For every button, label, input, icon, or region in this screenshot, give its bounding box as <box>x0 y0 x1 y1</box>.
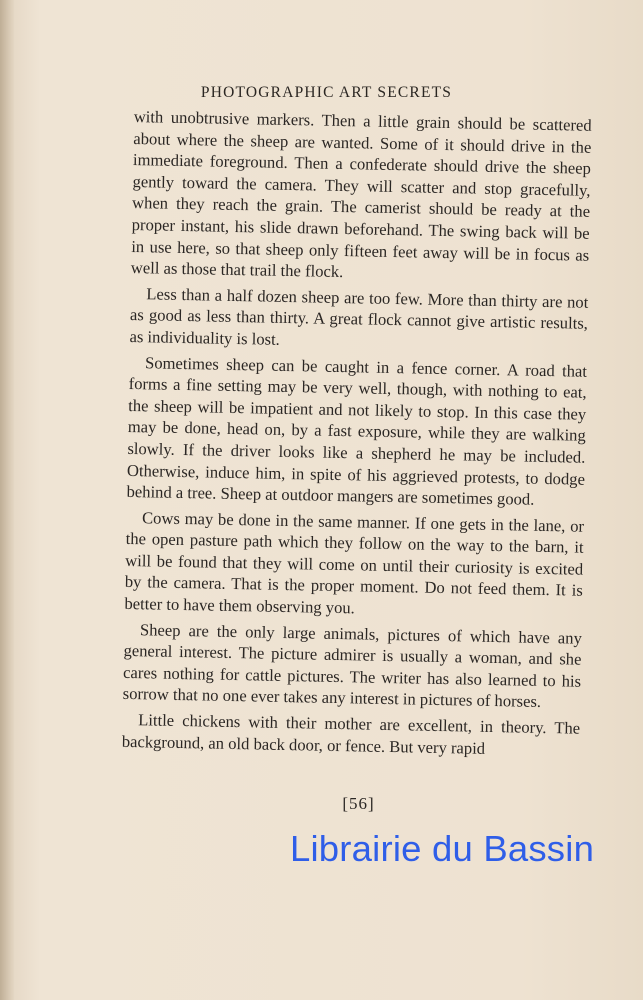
body-text <box>122 106 592 765</box>
paragraph-4: Cows may be done in the same manner. If one gets in the lane, or the open pasture path which they follow on the way to the barn, it will be found that they will come on until their curiosity is excited by the camera. That is the proper moment. Do not feed them. It is better to have them observing you. <box>124 507 585 618</box>
binding-edge <box>0 0 14 1000</box>
paragraph-5: Sheep are the only large animals, pictures of which have any general interest. The picture admirer is usually a woman, and she cares nothing for cattle pictures. The writer has also learned to his sorrow that no one ever takes any interest in pictures of horses. <box>122 619 583 712</box>
paragraph-1: with unobtrusive markers. Then a little grain should be scattered about where the sheep are wanted. Some of it should drive in the immediate foreground. Then a confederate should drive the sheep gently toward the camera. They will scatter and stop gracefully, when they reach the grain. The camerist should be ready at the proper instant, his slide drawn beforehand. The swing back will be in use here, so that sheep only fifteen feet away will be in focus as well as those that trail the flock. <box>130 106 592 282</box>
page-number: [56] <box>342 794 375 813</box>
watermark-text: Librairie du Bassin <box>290 828 595 869</box>
paragraph-6: Little chickens with their mother are excellent, in theory. The background, an old back door, or fence. But very rapid <box>121 710 581 758</box>
paragraph-3: Sometimes sheep can be caught in a fence corner. A road that forms a fine setting may be very well, though, with nothing to eat, the sheep will be impatient and not likely to stop. In this case they may be done, head on, by a fast exposure, while they are walking slowly. If the driver looks like a shepherd he may be included. Otherwise, induce him, in spite of his aggrieved protests, to dodge behind a tree. Sheep at outdoor mangers are sometimes good. <box>126 352 588 509</box>
paragraph-2: Less than a half dozen sheep are too few. More than thirty are not as good as less than thirty. A great flock cannot give artistic results, as individuality is lost. <box>129 284 589 349</box>
running-head: PHOTOGRAPHIC ART SECRETS <box>200 84 453 101</box>
